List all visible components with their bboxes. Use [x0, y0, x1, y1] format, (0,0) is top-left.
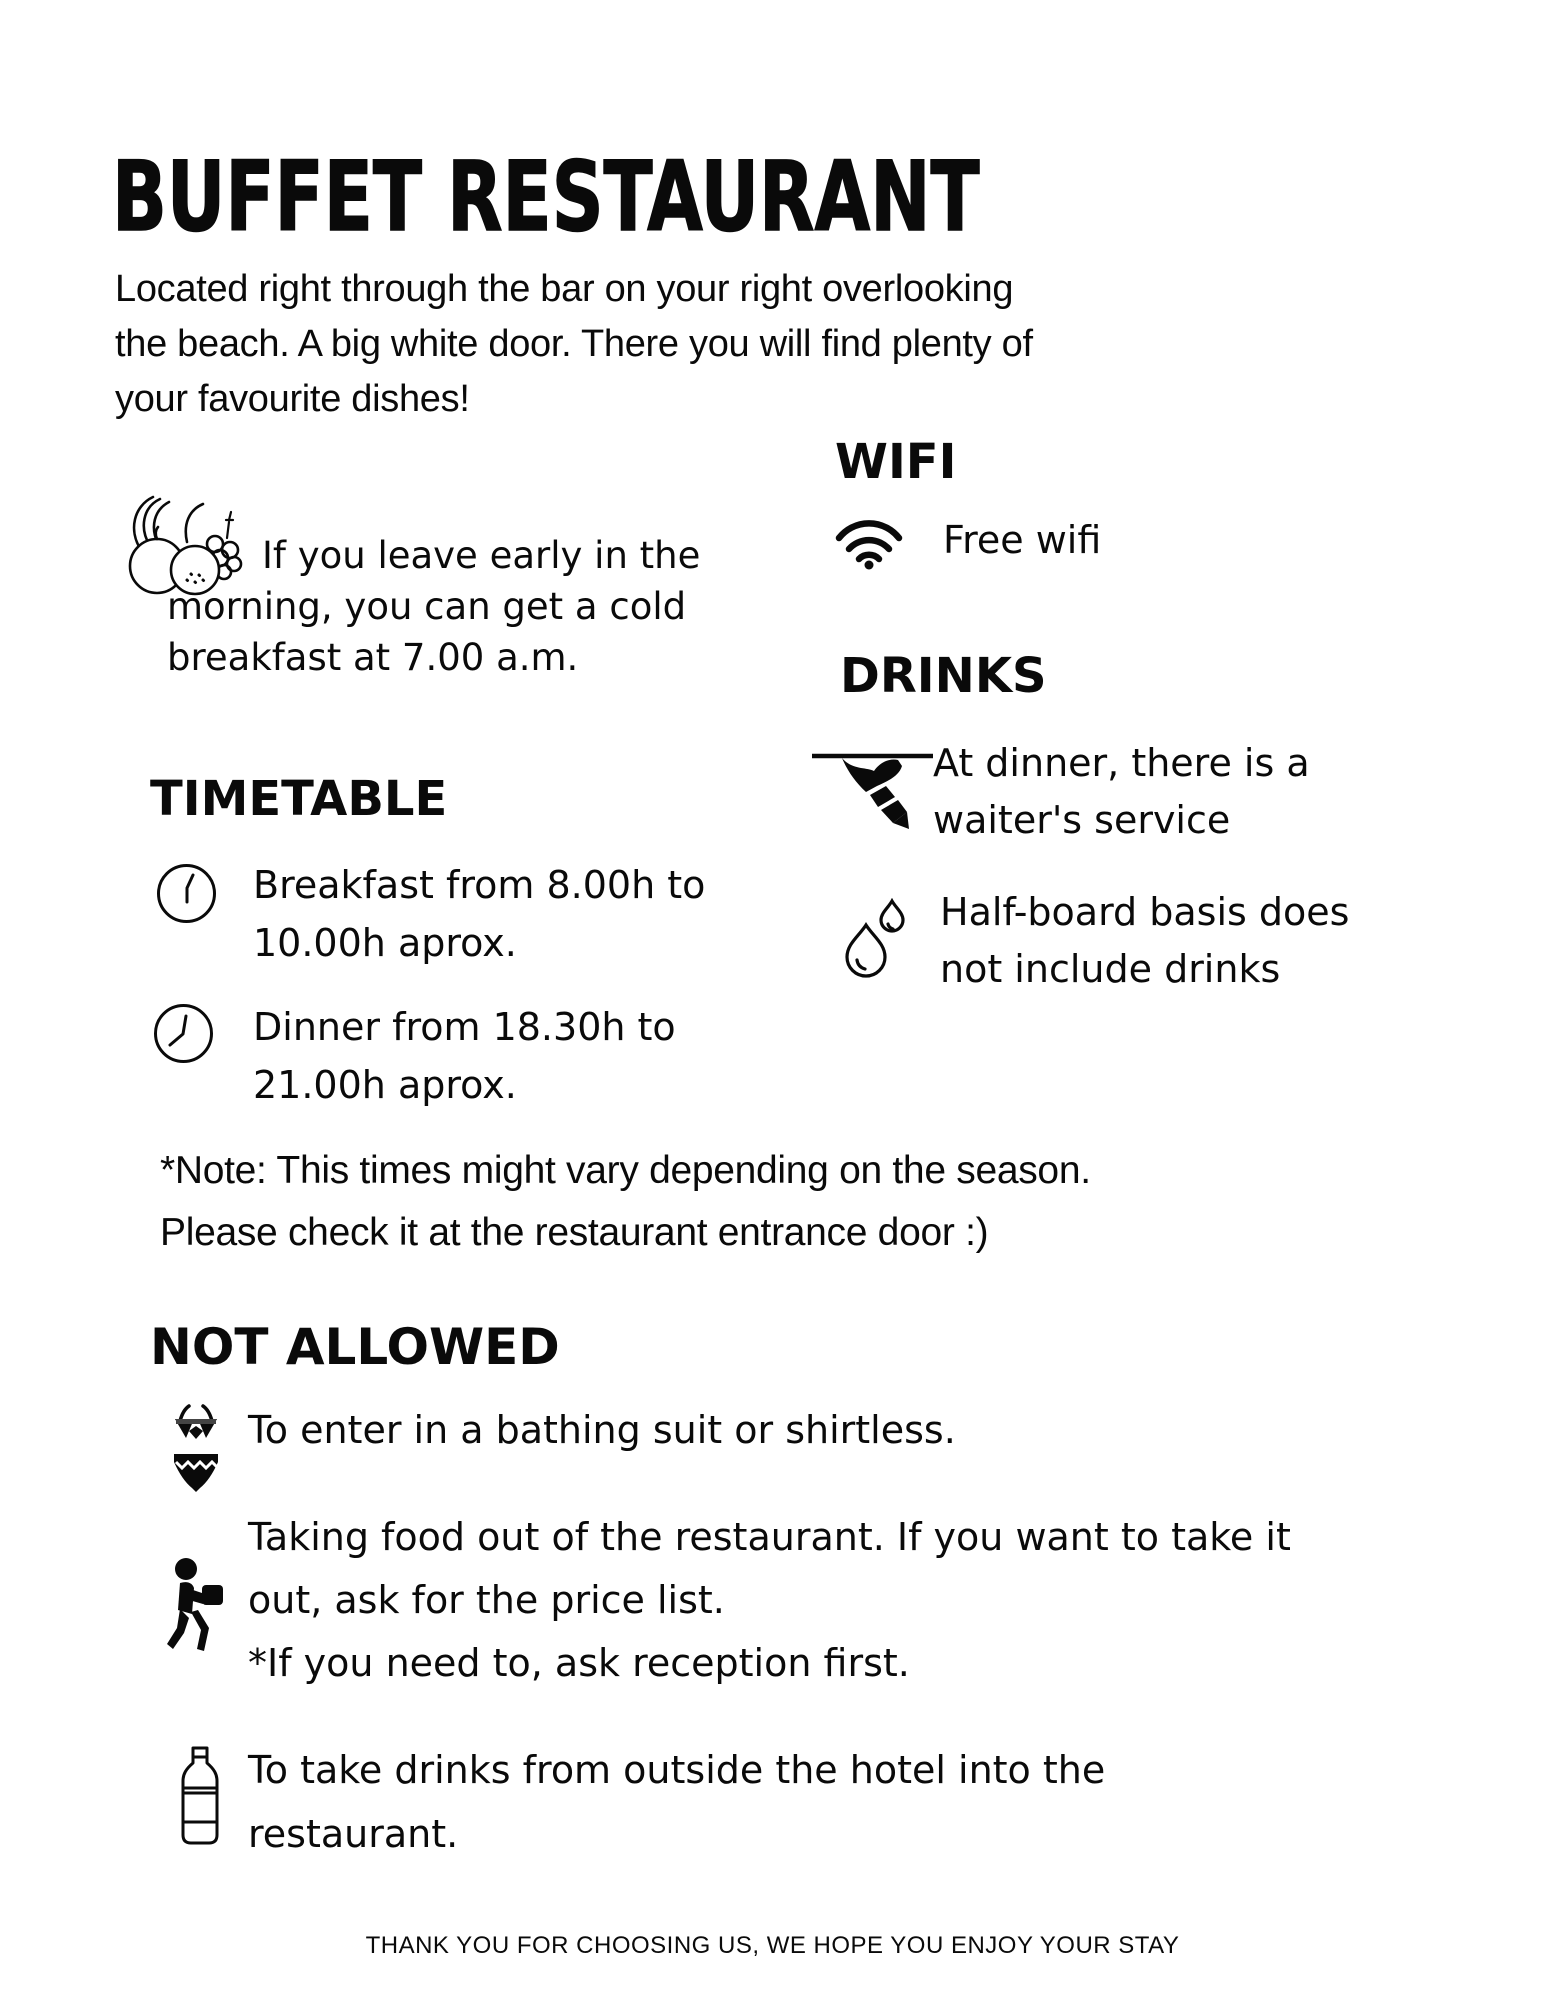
food-takeout-rule-text	[248, 1506, 1291, 1695]
intro-line: the beach. A big white door. There you will find plenty of	[115, 323, 1033, 365]
season-note	[160, 1140, 1091, 1264]
food-takeout-line: out, ask for the price list.	[248, 1578, 725, 1622]
food-takeout-line: *If you need to, ask reception first.	[248, 1641, 910, 1685]
season-note-line: Please check it at the restaurant entrance door :)	[160, 1211, 989, 1254]
early-breakfast-line: breakfast at 7.00 a.m.	[167, 636, 579, 679]
clock-icon	[152, 1002, 215, 1065]
outside-drinks-rule-text	[248, 1738, 1105, 1866]
season-note-line: *Note: This times might vary depending on the season.	[160, 1149, 1091, 1192]
outside-drinks-line: To take drinks from outside the hotel into the	[248, 1748, 1106, 1792]
dinner-hours-line: 21.00h aprox.	[253, 1063, 517, 1107]
person-carrying-food-icon	[165, 1556, 230, 1664]
waiter-tray-icon	[810, 740, 935, 835]
page-title: BUFFET RESTAURANT	[112, 141, 980, 253]
wifi-item-text: Free wifi	[943, 518, 1102, 562]
early-breakfast-line: morning, you can get a cold	[167, 585, 687, 628]
dinner-hours-text	[253, 998, 676, 1114]
drinks-section-heading: DRINKS	[840, 648, 1047, 704]
dinner-hours-line: Dinner from 18.30h to	[253, 1005, 676, 1049]
outside-drinks-line: restaurant.	[248, 1812, 459, 1856]
breakfast-hours-text	[253, 856, 705, 972]
intro-paragraph	[115, 262, 1033, 427]
half-board-text	[940, 884, 1349, 998]
timetable-section-heading: TIMETABLE	[150, 771, 448, 827]
water-drops-icon	[845, 898, 905, 983]
intro-line: Located right through the bar on your right overlooking	[115, 268, 1014, 310]
food-takeout-line: Taking food out of the restaurant. If you want to take it	[248, 1515, 1291, 1559]
bathing-suit-rule-text: To enter in a bathing suit or shirtless.	[248, 1408, 956, 1452]
bikini-icon	[170, 1404, 222, 1496]
waiter-service-line: waiter's service	[933, 798, 1231, 842]
wifi-icon	[833, 512, 905, 570]
early-breakfast-text	[167, 530, 700, 683]
footer-thank-you: THANK YOU FOR CHOOSING US, WE HOPE YOU ENJOY YOUR STAY	[365, 1932, 1180, 1959]
half-board-line: Half-board basis does	[940, 890, 1350, 934]
breakfast-hours-line: 10.00h aprox.	[253, 921, 517, 965]
waiter-service-line: At dinner, there is a	[933, 741, 1310, 785]
waiter-service-text	[933, 735, 1310, 849]
bottle-icon	[176, 1746, 224, 1846]
intro-line: your favourite dishes!	[115, 378, 470, 420]
breakfast-hours-line: Breakfast from 8.00h to	[253, 863, 706, 907]
half-board-line: not include drinks	[940, 947, 1281, 991]
wifi-section-heading: WIFI	[835, 434, 957, 490]
not-allowed-section-heading: NOT ALLOWED	[150, 1318, 560, 1376]
clock-icon	[155, 862, 218, 925]
early-breakfast-line: If you leave early in the	[262, 534, 701, 577]
